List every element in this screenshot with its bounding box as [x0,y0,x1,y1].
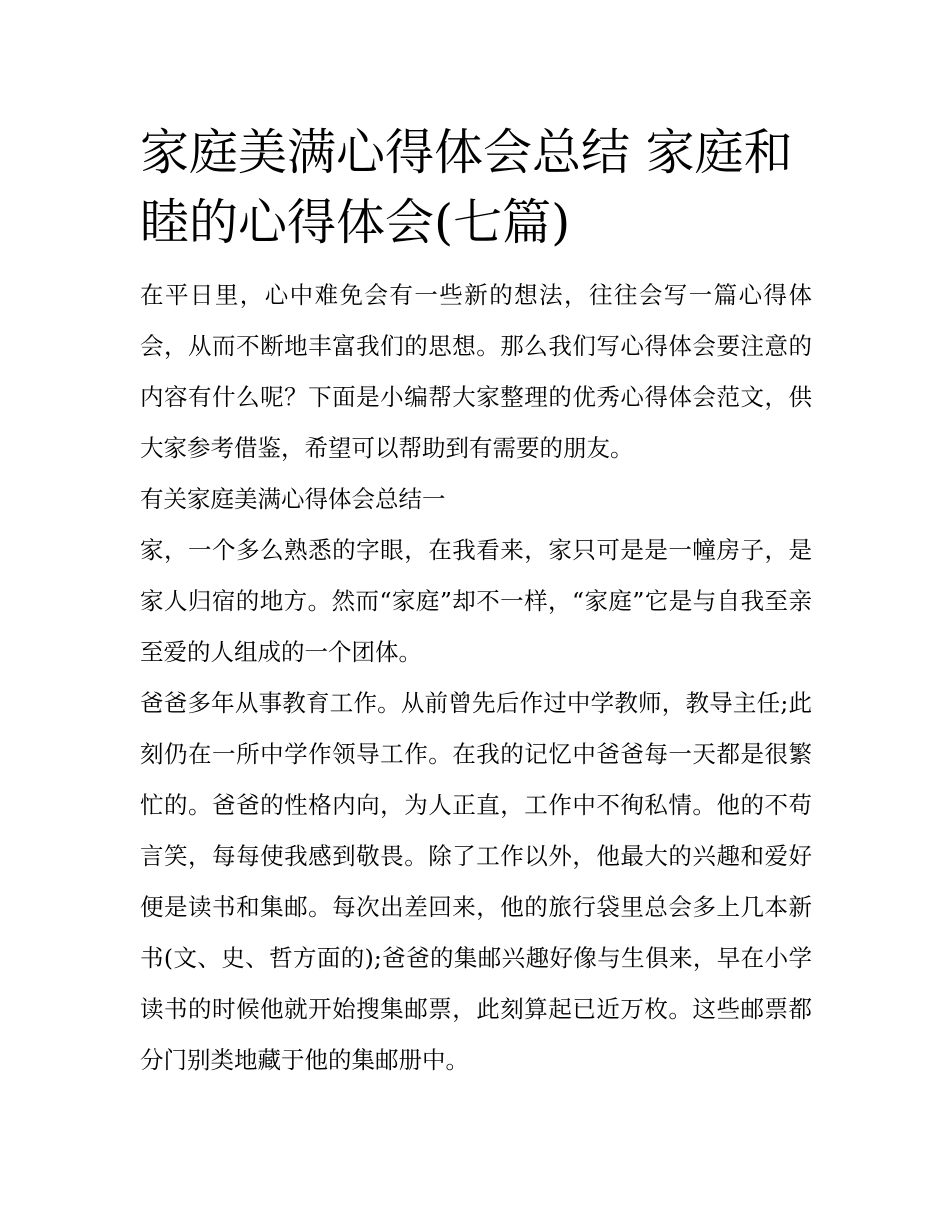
body-paragraph: 家，一个多么熟悉的字眼，在我看来，家只可是是一幢房子，是家人归宿的地方。然而“家庭”却不一样，“家庭”它是与自我至亲至爱的人组成的一个团体。 [140,536,812,666]
document-page [140,118,812,1086]
body-paragraph: 爸爸多年从事教育工作。从前曾先后作过中学教师，教导主任;此刻仍在一所中学作领导工作。在我的记忆中爸爸每一天都是很繁忙的。爸爸的性格内向，为人正直，工作中不徇私情。他的不苟言笑，每每使我感到敬畏。除了工作以外，他最大的兴趣和爱好便是读书和集邮。每次出差回来，他的旅行袋里总会多上几本新书(文、史、哲方面的);爸爸的集邮兴趣好像与生俱来，早在小学读书的时候他就开始搜集邮票，此刻算起已近万枚。这些邮票都分门别类地藏于他的集邮册中。 [140,689,812,1074]
document-title: 家庭美满心得体会总结 家庭和睦的心得体会(七篇) [140,124,793,251]
intro-paragraph: 在平日里，心中难免会有一些新的想法，往往会写一篇心得体会，从而不断地丰富我们的思想。那么我们写心得体会要注意的内容有什么呢？下面是小编帮大家整理的优秀心得体会范文，供大家参考借鉴，希望可以帮助到有需要的朋友。 [140,281,812,462]
section-heading: 有关家庭美满心得体会总结一 [140,485,446,513]
document-body [140,270,812,1086]
